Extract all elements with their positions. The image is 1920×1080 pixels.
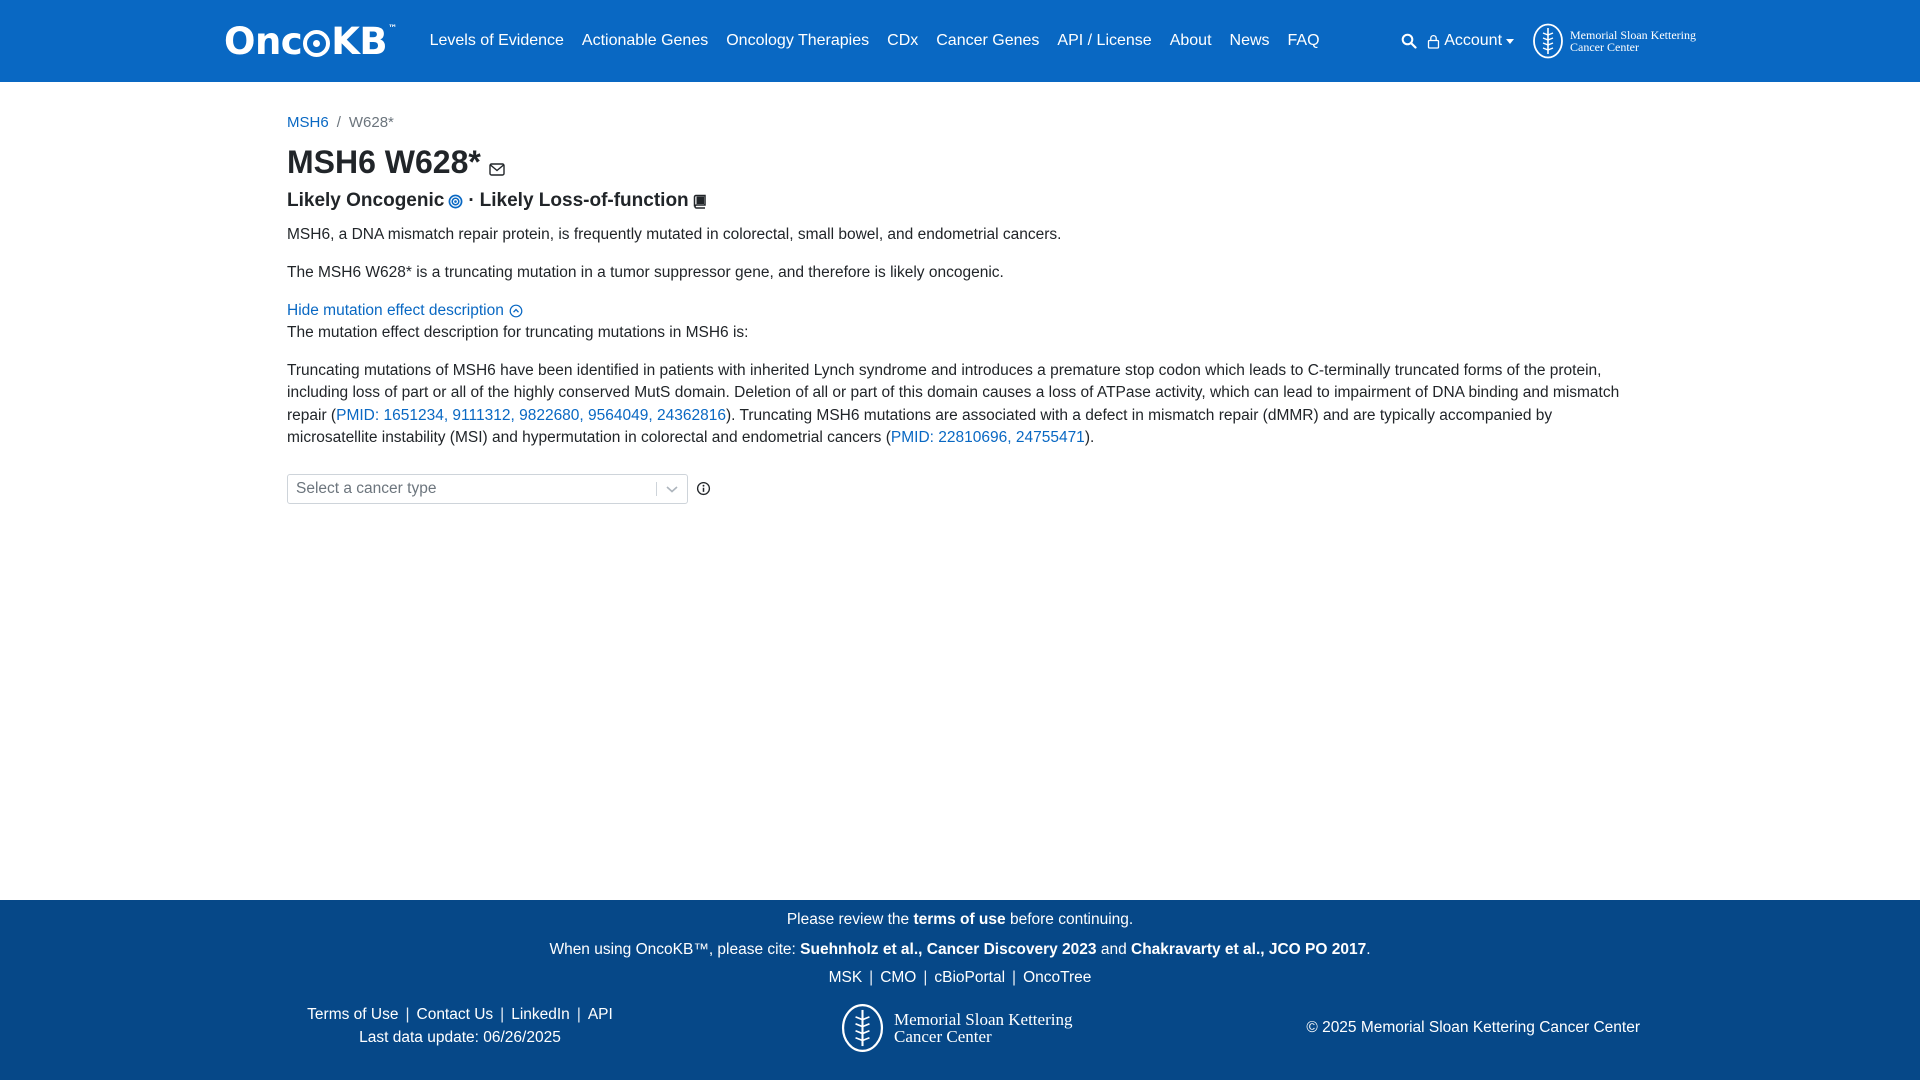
msk-footer-wordmark [894, 1011, 1072, 1045]
cancer-type-row [287, 474, 1637, 504]
mutation-effect-label: Likely Loss-of-function [479, 190, 689, 211]
envelope-icon[interactable] [489, 163, 505, 176]
breadcrumb [287, 110, 1637, 134]
hide-mutation-effect-toggle[interactable] [287, 300, 1637, 322]
pipe-separator: | [1012, 969, 1017, 986]
pipe-separator: | [500, 1006, 505, 1023]
copyright: © 2025 Memorial Sloan Kettering Cancer Center [1306, 1019, 1640, 1036]
msk-emblem-icon [840, 1003, 885, 1053]
terms-of-use-link[interactable]: terms of use [913, 911, 1006, 928]
nav-faq[interactable]: FAQ [1287, 32, 1320, 49]
citation-end: . [1366, 941, 1371, 958]
main-content [287, 110, 1637, 504]
top-navbar [0, 0, 1920, 82]
footer-left [302, 1006, 618, 1047]
nav-cdx[interactable]: CDx [887, 32, 919, 49]
oncogenicity-label: Likely Oncogenic [287, 190, 445, 211]
partner-links [0, 969, 1920, 987]
nav-oncology-therapies[interactable]: Oncology Therapies [726, 32, 870, 49]
footer-link-cbioportal[interactable]: cBioPortal [934, 969, 1006, 986]
indicator-separator [656, 482, 657, 496]
main-nav [421, 32, 1329, 50]
page-title: MSH6 W628* [287, 144, 481, 180]
msk-emblem-icon [1532, 23, 1564, 59]
pmid-link-1[interactable]: PMID: 1651234, 9111312, 9822680, 9564049, 24362816 [336, 406, 726, 424]
toggle-label: Hide mutation effect description [287, 302, 504, 319]
cancer-type-select[interactable] [287, 474, 688, 504]
msk-footer-logo[interactable] [840, 1003, 1072, 1053]
pmid-link-2[interactable]: PMID: 22810696, 24755471 [890, 429, 1085, 446]
effect-text-part2: ). Truncating MSH6 mutations are associated with a defect in mismatch repair (dMMR) and are typically accompanied by microsatellite instability (MSI) and hypermutation in colorectal and endometrial cancers ( [287, 406, 1553, 446]
nav-actionable-genes[interactable]: Actionable Genes [581, 32, 709, 49]
logo-text-kb: KB [331, 19, 388, 63]
account-dropdown[interactable] [1427, 32, 1514, 50]
last-data-update: Last data update: 06/26/2025 [359, 1029, 561, 1046]
msk-header-logo[interactable] [1532, 23, 1696, 59]
citation-and: and [1100, 941, 1127, 958]
nav-cancer-genes[interactable]: Cancer Genes [936, 32, 1040, 49]
citation-notice [0, 941, 1920, 959]
msk-footer-line1: Memorial Sloan Kettering [894, 1010, 1073, 1029]
page-footer [0, 900, 1920, 1080]
select-indicators [656, 475, 687, 503]
chevron-up-circle-icon [509, 304, 523, 318]
cancer-type-placeholder: Select a cancer type [296, 479, 437, 497]
footer-link-msk[interactable]: MSK [828, 969, 863, 986]
mutation-effect-intro: The mutation effect description for truncating mutations in MSH6 is: [287, 324, 749, 341]
msk-footer-line2: Cancer Center [894, 1027, 992, 1046]
pipe-separator: | [923, 969, 928, 986]
nav-levels-of-evidence[interactable]: Levels of Evidence [429, 32, 564, 49]
footer-link-oncotree[interactable]: OncoTree [1023, 969, 1092, 986]
oncokb-logo[interactable] [224, 20, 397, 63]
nav-about[interactable]: About [1169, 32, 1212, 49]
breadcrumb-gene-link[interactable]: MSH6 [287, 113, 329, 131]
breadcrumb-separator: / [336, 113, 341, 131]
footer-linkedin-link[interactable]: LinkedIn [511, 1006, 570, 1023]
lock-icon [1427, 34, 1440, 49]
footer-terms-link[interactable]: Terms of Use [307, 1006, 399, 1023]
account-label: Account [1444, 32, 1503, 49]
separator-dot: · [468, 190, 475, 211]
terms-notice [0, 911, 1920, 929]
footer-bottom-links [302, 1006, 618, 1024]
citation-pre: When using OncoKB™, please cite: [549, 941, 796, 958]
footer-api-link[interactable]: API [587, 1006, 613, 1023]
mutation-effect-description [287, 360, 1637, 450]
terms-notice-pre: Please review the [786, 911, 910, 928]
footer-contact-link[interactable]: Contact Us [416, 1006, 494, 1023]
msk-wordmark [1570, 29, 1696, 53]
book-icon[interactable] [693, 194, 707, 209]
nav-api-license[interactable]: API / License [1057, 32, 1152, 49]
logo-text-onc: Onc [224, 19, 303, 63]
msk-line2: Cancer Center [1570, 40, 1639, 54]
chevron-down-icon[interactable] [665, 484, 679, 494]
citation-link-2[interactable]: Chakravarty et al., JCO PO 2017 [1131, 941, 1367, 958]
pipe-separator: | [405, 1006, 410, 1023]
msk-line1: Memorial Sloan Kettering [1570, 28, 1696, 42]
gene-summary: MSH6, a DNA mismatch repair protein, is frequently mutated in colorectal, small bowel, and endometrial cancers. [287, 226, 1062, 243]
effect-text-part3: ). [1084, 429, 1095, 446]
citation-link-1[interactable]: Suehnholz et al., Cancer Discovery 2023 [800, 941, 1097, 958]
caret-down-icon [1506, 39, 1514, 44]
logo-target-icon [303, 30, 330, 57]
variant-summary: The MSH6 W628* is a truncating mutation in a tumor suppressor gene, and therefore is likely oncogenic. [287, 263, 1004, 281]
variant-annotation-summary [287, 188, 1637, 214]
navbar-right [1401, 0, 1696, 82]
logo-trademark: ™ [388, 24, 397, 34]
footer-link-cmo[interactable]: CMO [880, 969, 917, 986]
effect-text-part1: Truncating mutations of MSH6 have been identified in patients with inherited Lynch syndrome and introduces a premature stop codon which leads to C-terminally truncated forms of the protein, including loss of part or all of the highly conserved MutS domain. Deletion of all or part of this domain causes a loss of ATPase activity, which can lead to impairment of DNA binding and mismatch repair ( [287, 361, 1620, 424]
navbar-inner [224, 0, 1696, 82]
oncogenic-target-icon[interactable] [448, 194, 463, 209]
breadcrumb-current: W628* [348, 113, 394, 131]
pipe-separator: | [869, 969, 874, 986]
title-row [287, 140, 1637, 180]
terms-notice-post: before continuing. [1009, 911, 1134, 928]
search-icon[interactable] [1401, 33, 1417, 49]
pipe-separator: | [576, 1006, 581, 1023]
info-icon[interactable] [696, 481, 711, 496]
nav-news[interactable]: News [1229, 32, 1270, 49]
